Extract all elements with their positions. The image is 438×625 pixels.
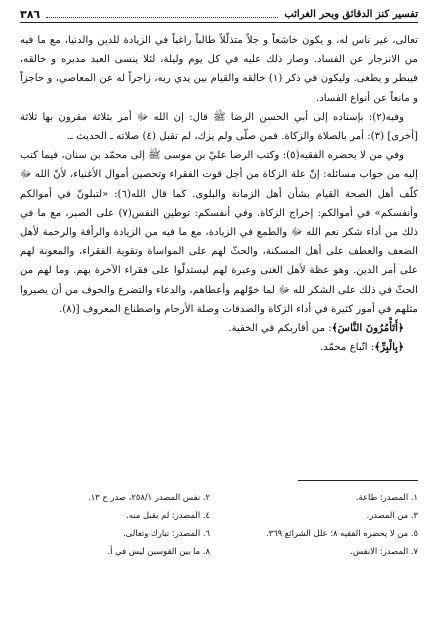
page-header (20, 6, 418, 23)
footnote-2: ٢. نفس المصدر ٢٥٨/١، صدر ح ١٣. (88, 492, 210, 502)
verse-quote-1: ﴿أَتَأْمُرُونَ النَّاسَ﴾ (331, 322, 404, 335)
paragraph-2: وفيه(٢): بإسناده إلى أبي الحسن الرضا ﷺ قال: إن الله ﷻ أمر بثلاثة مقرون بها ثلاثة [أخرى] (٣): أمر بالصلاة والزكاة. فمن صلّى ولم يزك، لم تقبل (٤) صلاته ـ الحديث ـ. (20, 111, 418, 143)
footnote-separator (298, 480, 418, 481)
verse-line-2 (20, 338, 418, 357)
page-number: ٣٨٦ (20, 7, 41, 21)
running-title: تفسير كنز الدقائق وبحر الغرائب (284, 8, 418, 20)
footnote-3: ٣. من المصدر. (366, 510, 418, 520)
footnote-6: ٦. المصدر: تبارك وتعالى. (123, 528, 210, 538)
footnote-1: ١. المصدر: طاعة. (355, 492, 418, 502)
verse-quote-2: ﴿بِالْبِرِّ﴾ (374, 341, 404, 354)
footnote-7: ٧. المصدر: الانفس. (350, 546, 418, 556)
footnote-8: ٨. ما بين القوسين ليس في أ. (107, 546, 210, 556)
footnote-5: ٥. من لا يحضره الفقيه ٨؛ علل الشرائع ٣٦٩. (265, 528, 418, 538)
verse-line-1 (20, 319, 418, 338)
paragraph-3: وفي من لا يحضره الفقيه(٥): وكتب الرضا عليّ بن موسى ﷺ إلى محمّد بن سنان، فيما كتب إليه من جواب مسائله: إنّ علة الزكاة من أجل قوت الفقراء وتحصين أموال الأغنياء، لأنّ الله ﷻ كلّف أهل الصحة القيام بشأن أهل الزمانة والبلوى. كما قال الله(٦): «لتبلونّ في أموالكم وأنفسكم» في أموالكم: إخراج الزكاة. وفي أنفسكم: توطين النفس(٧) على الصبر، مع ما في ذلك من أداء شكر نعم الله ﷻ والطمع في الزيادة، مع ما فيه من الزيادة والرأفة والرحمة لأهل الضعف والعطف على أهل المسكنة، والحثّ لهم على المواساة وتقوية الفقراء، والمعونة لهم على أمر الدين. وهو عظة لأهل الغنى وعبرة لهم ليستدلّوا على فقراء الآخرة بهم. وما لهم من الحثّ في ذلك على الشكر لله ﷻ لما خوّلهم وأعطاهم، والدعاء والتضرع والخوف من أن يصيروا مثلهم في أمور كثيرة في أداء الزكاة والصدقات وصلة الأرحام واصطناع المعروف [(٨). (20, 150, 418, 315)
footnote-4: ٤. المصدر: لم يقبل منه. (126, 510, 210, 520)
footnotes (20, 490, 418, 558)
paragraph-1: تعالى، غير ناس له، و يكون خاشعاً و جلاً متذلّلاً طالباً راغباً في الزيادة للدين والدنيا، مع ما فيه من الانزجار عن الفساد. وصار ذلك عليه في كل يوم وليلة، لئلا ينسى العبد مدبره و خالقه، فيبطر و يطغى. وليكون في ذكر (١) خالقه والقيام بين يدي ربه، زاجراً له عن المعاصي، و حاجزاً و مانعاً عن أنواع الفساد. (20, 35, 418, 104)
header-dots (46, 11, 278, 18)
verse-text-1: : من أقاربكم في الخفية. (228, 323, 332, 335)
main-text (20, 31, 418, 357)
verse-text-2: : اتّباع محمّد. (319, 342, 375, 354)
